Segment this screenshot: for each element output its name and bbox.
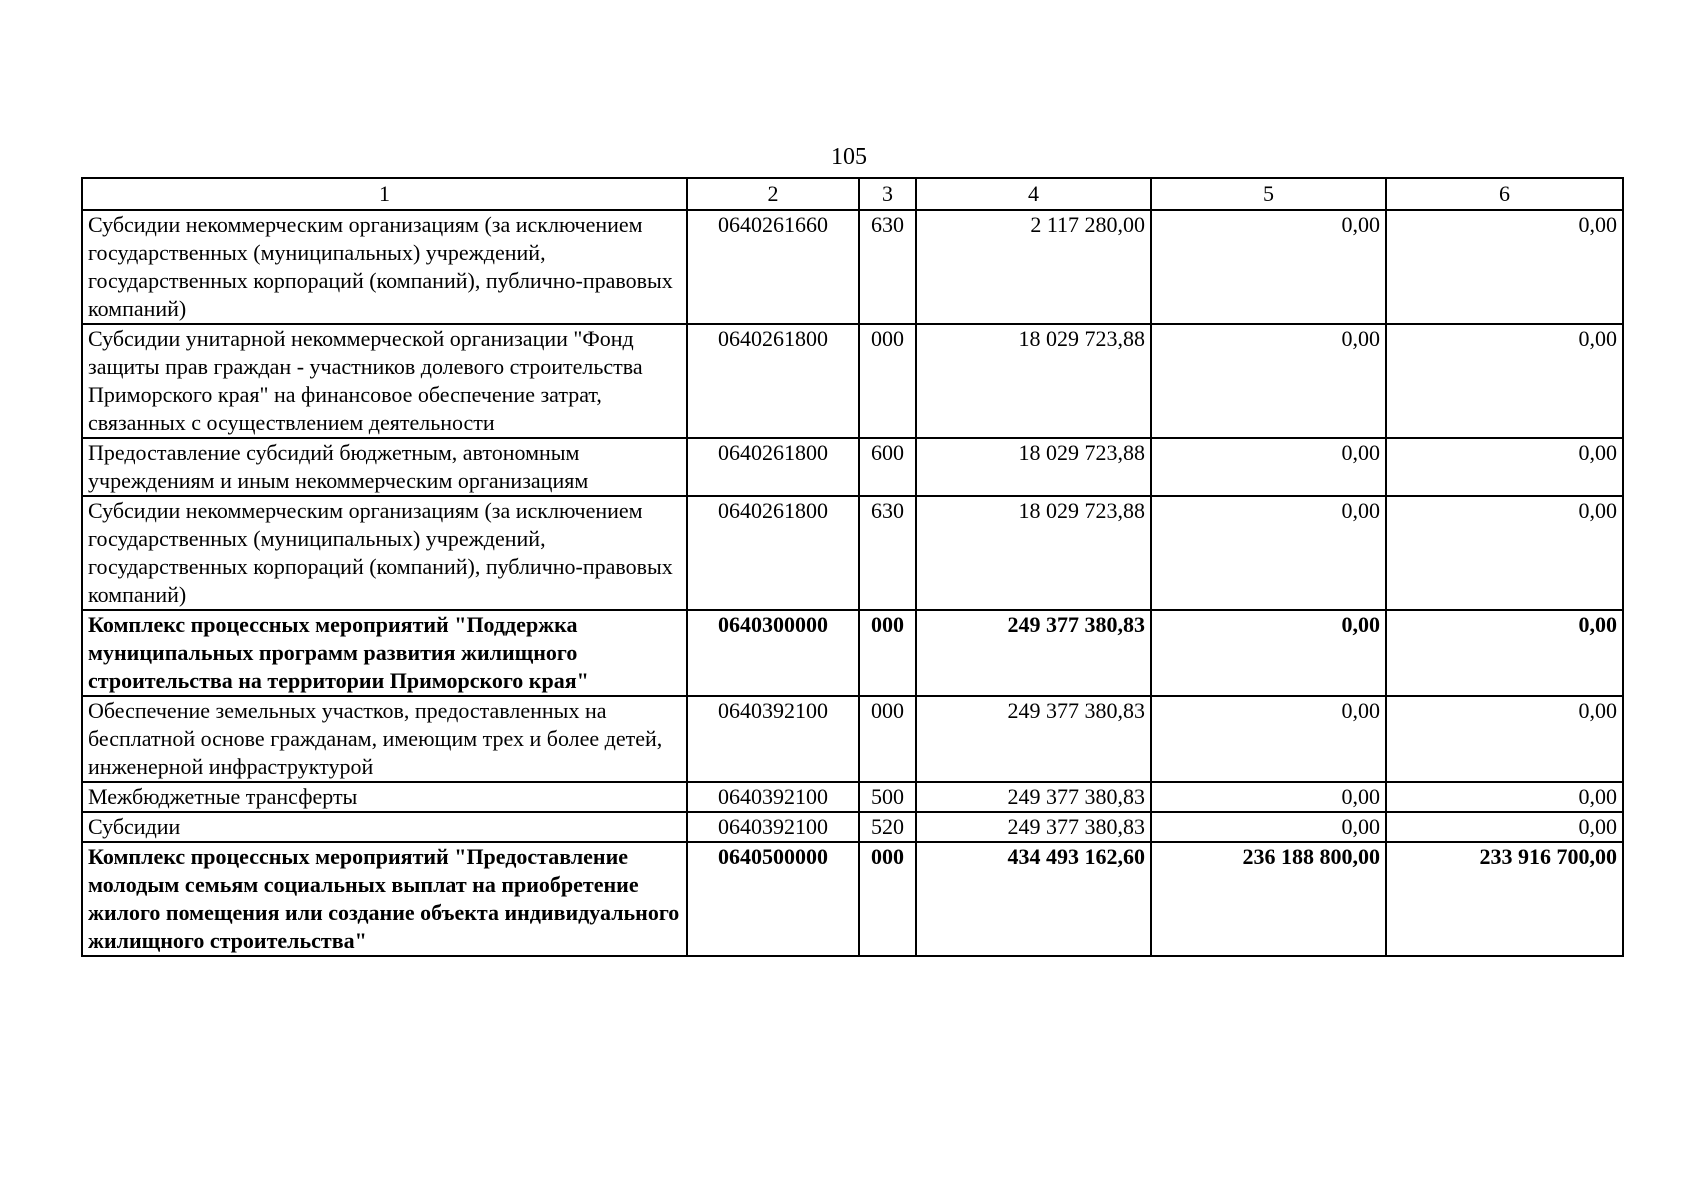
row-value-6: 0,00 <box>1386 782 1623 812</box>
row-value-4: 18 029 723,88 <box>916 324 1151 438</box>
row-value-4: 434 493 162,60 <box>916 842 1151 956</box>
row-value-5: 0,00 <box>1151 610 1386 696</box>
row-type: 000 <box>859 324 916 438</box>
table-row <box>82 324 1623 438</box>
row-value-6: 0,00 <box>1386 696 1623 782</box>
row-value-6: 0,00 <box>1386 324 1623 438</box>
row-code: 0640392100 <box>687 782 859 812</box>
row-code: 0640261660 <box>687 210 859 324</box>
row-code: 0640261800 <box>687 324 859 438</box>
row-code: 0640392100 <box>687 696 859 782</box>
row-value-4: 249 377 380,83 <box>916 812 1151 842</box>
row-value-6: 0,00 <box>1386 610 1623 696</box>
row-value-5: 0,00 <box>1151 812 1386 842</box>
page-number: 105 <box>831 144 867 170</box>
row-value-6: 233 916 700,00 <box>1386 842 1623 956</box>
row-value-5: 0,00 <box>1151 438 1386 496</box>
row-name: Предоставление субсидий бюджетным, автономным учреждениям и иным некоммерческим организациям <box>82 438 687 496</box>
column-header-1: 1 <box>82 178 687 210</box>
row-code: 0640261800 <box>687 438 859 496</box>
table-row <box>82 496 1623 610</box>
row-name: Субсидии некоммерческим организациям (за исключением государственных (муниципальных) учреждений, государственных корпораций (компаний), публично-правовых компаний) <box>82 496 687 610</box>
row-type: 500 <box>859 782 916 812</box>
row-name: Межбюджетные трансферты <box>82 782 687 812</box>
row-value-6: 0,00 <box>1386 210 1623 324</box>
row-value-5: 0,00 <box>1151 496 1386 610</box>
row-value-5: 0,00 <box>1151 782 1386 812</box>
header-row <box>82 178 1623 210</box>
row-value-5: 0,00 <box>1151 210 1386 324</box>
row-code: 0640392100 <box>687 812 859 842</box>
row-value-5: 236 188 800,00 <box>1151 842 1386 956</box>
row-value-4: 18 029 723,88 <box>916 438 1151 496</box>
row-name: Комплекс процессных мероприятий "Предоставление молодым семьям социальных выплат на приобретение жилого помещения или создание объекта индивидуального жилищного строительства" <box>82 842 687 956</box>
row-code: 0640300000 <box>687 610 859 696</box>
row-name: Субсидии унитарной некоммерческой организации "Фонд защиты прав граждан - участников долевого строительства Приморского края" на финансовое обеспечение затрат, связанных с осуществлением деятельности <box>82 324 687 438</box>
budget-table <box>81 177 1624 957</box>
row-value-4: 249 377 380,83 <box>916 696 1151 782</box>
row-value-6: 0,00 <box>1386 438 1623 496</box>
row-value-4: 249 377 380,83 <box>916 782 1151 812</box>
row-code: 0640261800 <box>687 496 859 610</box>
column-header-4: 4 <box>916 178 1151 210</box>
table-row <box>82 438 1623 496</box>
column-header-6: 6 <box>1386 178 1623 210</box>
row-name: Обеспечение земельных участков, предоставленных на бесплатной основе гражданам, имеющим трех и более детей, инженерной инфраструктурой <box>82 696 687 782</box>
row-type: 000 <box>859 610 916 696</box>
table-row <box>82 812 1623 842</box>
row-value-5: 0,00 <box>1151 696 1386 782</box>
row-type: 000 <box>859 696 916 782</box>
row-type: 630 <box>859 210 916 324</box>
row-name: Субсидии <box>82 812 687 842</box>
row-type: 520 <box>859 812 916 842</box>
row-value-6: 0,00 <box>1386 812 1623 842</box>
row-value-4: 2 117 280,00 <box>916 210 1151 324</box>
row-value-6: 0,00 <box>1386 496 1623 610</box>
row-type: 600 <box>859 438 916 496</box>
table-row <box>82 610 1623 696</box>
column-header-2: 2 <box>687 178 859 210</box>
column-header-5: 5 <box>1151 178 1386 210</box>
row-value-5: 0,00 <box>1151 324 1386 438</box>
row-type: 630 <box>859 496 916 610</box>
table-row <box>82 842 1623 956</box>
row-type: 000 <box>859 842 916 956</box>
row-name: Комплекс процессных мероприятий "Поддержка муниципальных программ развития жилищного строительства на территории Приморского края" <box>82 610 687 696</box>
row-value-4: 18 029 723,88 <box>916 496 1151 610</box>
row-code: 0640500000 <box>687 842 859 956</box>
row-value-4: 249 377 380,83 <box>916 610 1151 696</box>
table-row <box>82 696 1623 782</box>
table-row <box>82 782 1623 812</box>
row-name: Субсидии некоммерческим организациям (за исключением государственных (муниципальных) учреждений, государственных корпораций (компаний), публично-правовых компаний) <box>82 210 687 324</box>
column-header-3: 3 <box>859 178 916 210</box>
table-row <box>82 210 1623 324</box>
